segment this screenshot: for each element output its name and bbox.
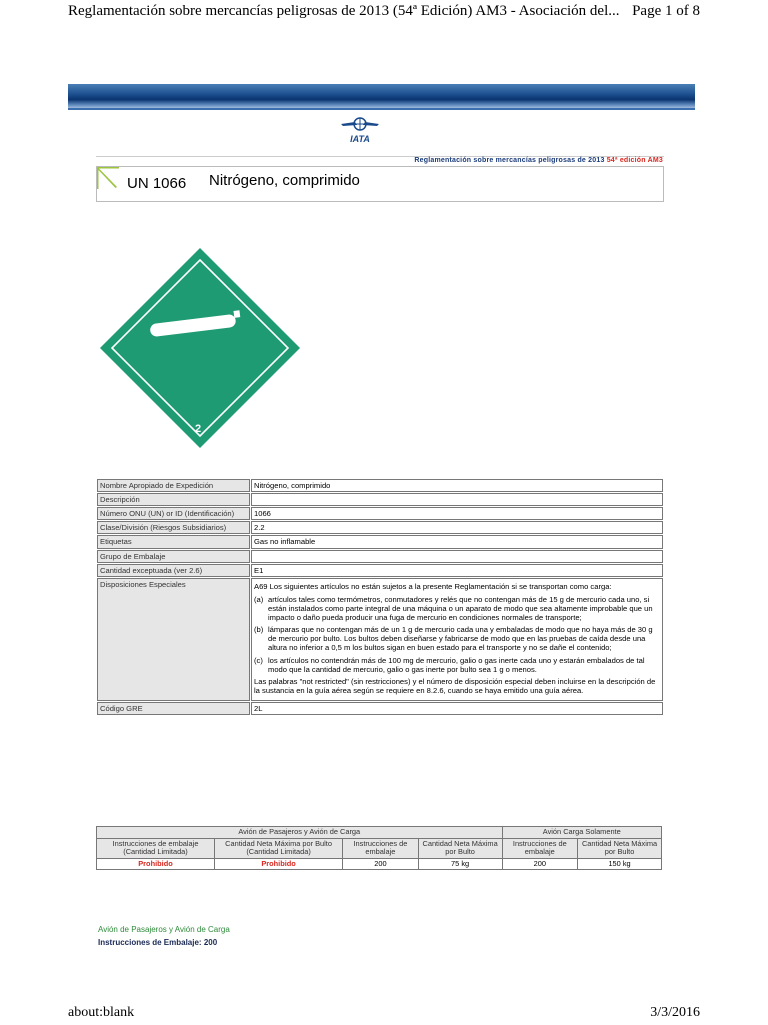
column-header: Cantidad Neta Máxima por Bulto (Cantidad Limitada) bbox=[215, 838, 343, 858]
column-header: Instrucciones de embalaje (Cantidad Limitada) bbox=[97, 838, 215, 858]
column-header: Instrucciones de embalaje bbox=[502, 838, 578, 858]
table-row bbox=[97, 858, 662, 870]
table-row bbox=[97, 479, 663, 492]
row-value: Gas no inflamable bbox=[251, 535, 663, 548]
edition-line bbox=[414, 157, 663, 164]
column-header: Cantidad Neta Máxima por Bulto bbox=[578, 838, 662, 858]
table-row bbox=[97, 493, 663, 506]
table-row bbox=[97, 564, 663, 577]
table-row bbox=[97, 521, 663, 534]
row-label: Número ONU (UN) or ID (Identificación) bbox=[97, 507, 250, 520]
un-title-box bbox=[96, 166, 664, 202]
section-heading: Avión de Pasajeros y Avión de Carga bbox=[98, 925, 230, 934]
gre-label: Código GRE bbox=[97, 702, 250, 715]
list-item bbox=[254, 656, 660, 674]
table-row bbox=[97, 507, 663, 520]
row-value: E1 bbox=[251, 564, 663, 577]
gre-value: 2L bbox=[251, 702, 663, 715]
print-footer-date: 3/3/2016 bbox=[650, 1005, 700, 1020]
table-row bbox=[97, 578, 663, 701]
table-cell: 200 bbox=[502, 858, 578, 870]
list-item bbox=[254, 625, 660, 652]
row-label: Grupo de Embalaje bbox=[97, 550, 250, 563]
special-provisions bbox=[251, 578, 663, 701]
row-value: 1066 bbox=[251, 507, 663, 520]
item-text: lámparas que no contengan más de un 1 g de mercurio cada una y embaladas de modo que no haya más de 30 g de mercurio por bulto. Los bultos deben diseñarse y fabricarse de modo que en las pruebas de caída desde una altura no inferior a 0,5 m los bultos sigan en buen estado para el transporte y no se dañe el contenido; bbox=[268, 625, 653, 653]
table-cell: 200 bbox=[343, 858, 419, 870]
row-label: Cantidad exceptuada (ver 2.6) bbox=[97, 564, 250, 577]
header-band bbox=[68, 84, 695, 110]
table-cell: 150 kg bbox=[578, 858, 662, 870]
un-number: UN 1066 bbox=[127, 175, 187, 192]
list-item bbox=[254, 595, 660, 622]
hazard-class-number: 2 bbox=[194, 423, 202, 435]
table-row bbox=[97, 838, 662, 858]
row-label: Nombre Apropiado de Expedición bbox=[97, 479, 250, 492]
item-text: los artículos no contendrán más de 100 mg de mercurio, galio o gas inerte cada uno y estarán embalados de tal modo que la cantidad de mercurio, galio o gas inerte por bulto sea 1 g o menos. bbox=[268, 655, 645, 674]
row-value bbox=[251, 493, 663, 506]
print-header-page: Page 1 of 8 bbox=[632, 2, 700, 19]
packing-instructions: Instrucciones de Embalaje: 200 bbox=[98, 938, 218, 947]
edition-highlight: 54ª edición AM3 bbox=[606, 157, 663, 164]
item-key: (c) bbox=[254, 655, 263, 665]
hazard-label-diamond bbox=[98, 246, 302, 450]
print-footer bbox=[68, 1005, 700, 1025]
table-cell: Prohibido bbox=[97, 858, 215, 870]
table-row bbox=[97, 702, 663, 715]
row-label: Clase/División (Riesgos Subsidiarios) bbox=[97, 521, 250, 534]
special-provisions-label: Disposiciones Especiales bbox=[97, 578, 250, 701]
row-label: Descripción bbox=[97, 493, 250, 506]
item-key: (a) bbox=[254, 594, 264, 604]
item-text: artículos tales como termómetros, conmutadores y relés que no contengan más de 15 g de mercurio cada uno, si están instalados como parte integral de una máquina o un aparato de modo que sea altamente improbable que un impacto o daño pueda producir una fuga de mercurio en condiciones normales de transporte; bbox=[268, 594, 653, 623]
row-value: Nitrógeno, comprimido bbox=[251, 479, 663, 492]
item-key: (b) bbox=[254, 625, 264, 635]
table-row bbox=[97, 550, 663, 563]
edition-text: Reglamentación sobre mercancías peligrosas de 2013 bbox=[414, 157, 607, 164]
column-header: Cantidad Neta Máxima por Bulto bbox=[418, 838, 502, 858]
print-header bbox=[68, 0, 700, 22]
logo-text: IATA bbox=[350, 134, 370, 144]
header-band-line bbox=[68, 108, 695, 110]
table-cell: Prohibido bbox=[215, 858, 343, 870]
print-footer-url: about:blank bbox=[68, 1005, 135, 1020]
row-value bbox=[251, 550, 663, 563]
properties-table bbox=[96, 478, 664, 716]
column-header: Instrucciones de embalaje bbox=[343, 838, 419, 858]
packing-table bbox=[96, 826, 662, 870]
table-row bbox=[97, 827, 662, 839]
table-row bbox=[97, 535, 663, 548]
row-label: Etiquetas bbox=[97, 535, 250, 548]
substance-name: Nitrógeno, comprimido bbox=[209, 172, 360, 189]
corner-arrow-icon bbox=[97, 167, 119, 189]
special-intro: A69 Los siguientes artículos no están sujetos a la presente Reglamentación si se transportan como carga: bbox=[254, 581, 612, 591]
iata-logo bbox=[337, 115, 383, 147]
group-header: Avión de Pasajeros y Avión de Carga bbox=[97, 827, 503, 839]
special-closing: Las palabras "not restricted" (sin restricciones) y el número de disposición especial deben incluirse en la descripción de la sustancia en la guía aérea según se requiere en 8.2.6, cuando se haya emitido una guía aérea. bbox=[254, 676, 656, 695]
group-header: Avión Carga Solamente bbox=[502, 827, 661, 839]
table-cell: 75 kg bbox=[418, 858, 502, 870]
row-value: 2.2 bbox=[251, 521, 663, 534]
print-header-title: Reglamentación sobre mercancías peligrosas de 2013 (54ª Edición) AM3 - Asociación del... bbox=[68, 2, 620, 19]
